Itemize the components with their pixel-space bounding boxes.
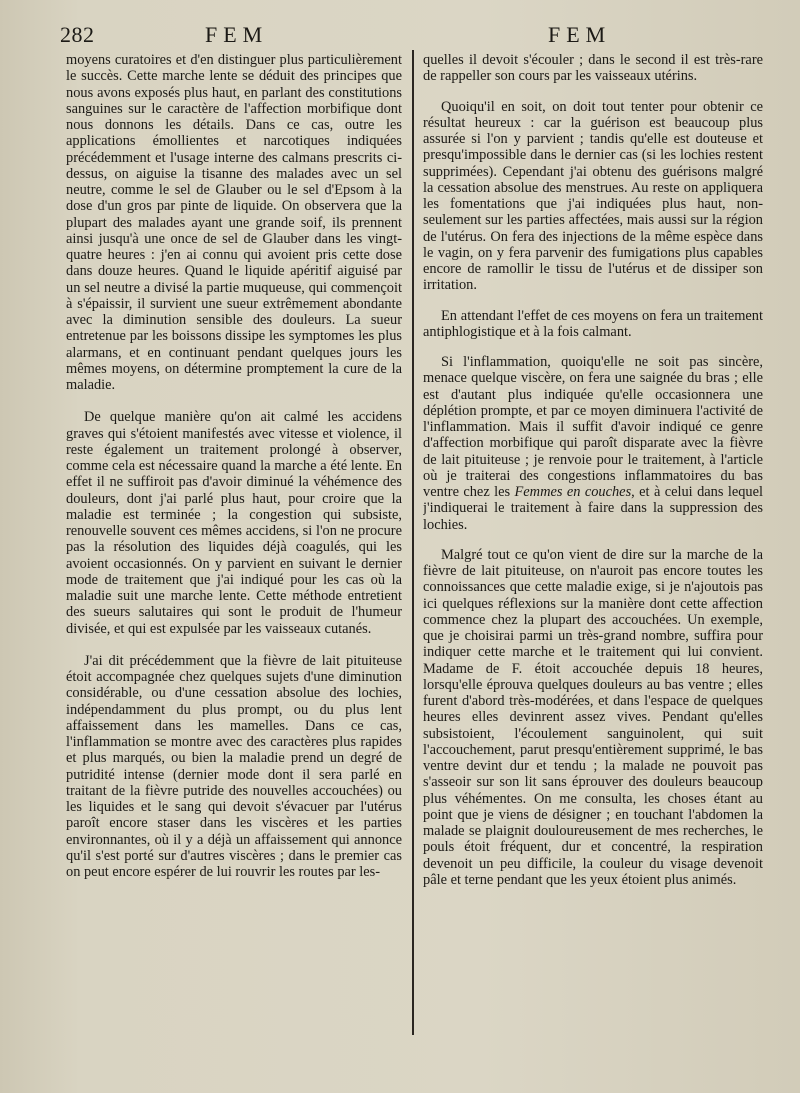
paragraph: quelles il devoit s'écouler ; dans le second il est très-rare de rappeller son cours par les vaisseaux utérins.: [423, 52, 763, 85]
paragraph: [423, 354, 763, 533]
page-number: 282: [60, 22, 95, 47]
italic-term: Femmes en couches: [514, 484, 632, 500]
paragraph-text: , et à celui dans lequel j'indiquerai le traitement à faire dans la suppression des lochies.: [423, 484, 763, 533]
paragraph-text: Si l'inflammation, quoiqu'elle ne soit pas sincère, menace quelque viscère, on fera une saignée du bras ; elle est d'autant plus indiquée qu'elle occasionnera une déplétion prompte, et par ce moyen diminuera l'activité de l'inflammation. Mais il suffit d'avoir indiqué ce genre d'affection morbifique qui paroît disparate avec la fièvre de lait pituiteuse ; je renvoie pour le traitement, à l'article où je traiterai des congestions inflammatoires du bas ventre chez les: [423, 354, 763, 500]
paragraph: En attendant l'effet de ces moyens on fera un traitement antiphlogistique et à la fois calmant.: [423, 307, 763, 340]
right-column: [423, 52, 763, 1042]
paragraph: Malgré tout ce qu'on vient de dire sur la marche de la fièvre de lait pituiteuse, on n'auroit pas encore toutes les connoissances que cette maladie exige, si je n'ajoutois pas ici quelques réflexions sur la manière dont cette affection commence chez la plupart des accouchées. Un exemple, que je choisirai parmi un très-grand nombre, suffira pour indiquer cette marche et le traitement qui lui convient. Madame de F. étoit accouchée depuis 18 heures, lorsqu'elle éprouva quelques douleurs au bas ventre ; elles furent d'abord très-modérées, et dans l'espace de quelques heures elles devinrent assez vives. Pendant qu'elles subsistoient, l'écoulement sanguinolent, qui suit l'accouchement, parut presqu'entièrement supprimé, le bas ventre devint dur et tendu ; la malade ne pouvoit pas s'asseoir sur son lit sans éprouver des douleurs beaucoup plus véhémentes. On me consulta, les choses étant au point que je viens de désigner ; en touchant l'abdomen la malade se plaignit douloureusement de mes recherches, le pouls étoit fréquent, dur et concentré, la respiration devenoit un peu difficile, la couleur du visage devenoit pâle et terne pendant que les yeux étoient plus animés.: [423, 546, 763, 888]
column-divider: [412, 50, 414, 1035]
paragraph: De quelque manière qu'on ait calmé les accidens graves qui s'étoient manifestés avec vitesse et violence, il reste également un traitement prolongé à observer, comme cela est nécessaire quand la marche a été lente. En effet il ne suffiroit pas d'avoir diminué la véhémence des douleurs, dont j'ai parlé plus haut, pour croire que la maladie est terminée ; la congestion qui subsiste, renouvelle souvent ces mêmes accidens, si l'on ne procure pas la résolution des liquides déjà coagulés, qui les avoient occasionnés. On y parvient en suivant le dernier mode de traitement que j'ai indiqué pour les cas où la maladie suit une marche lente. Cette méthode entretient des sueurs salutaires qui sont le produit de l'humeur divisée, et qui est expulsée par les vaisseaux cutanés.: [66, 409, 402, 637]
running-head-right: FEM: [548, 22, 612, 47]
left-column: [66, 52, 402, 1042]
paragraph: Quoiqu'il en soit, on doit tout tenter pour obtenir ce résultat heureux : car la guérison est beaucoup plus assurée si l'on y parvient ; tandis qu'elle est douteuse et presqu'impossible dans le dernier cas (si les lochies restent supprimées). Cependant j'ai obtenu des guérisons malgré la cessation absolue des menstrues. Au reste on appliquera les fomentations que j'ai indiquées plus haut, non-seulement sur les parties affectées, mais aussi sur la région de l'utérus. On fera des injections de la même espèce dans le vagin, on y fera parvenir des fumigations plus capables encore de ramollir le tissu de l'utérus et de dissiper son irritation.: [423, 98, 763, 294]
paragraph: moyens curatoires et d'en distinguer plus particulièrement le succès. Cette marche lente se déduit des principes que nous avons exposés plus haut, en parlant des constitutions sanguines sur le caractère de l'affection morbifique dont nous donnons les détails. Dans ce cas, outre les applications émollientes et narcotiques indiquées précédemment et l'usage interne des calmans prescrits ci-dessus, on aiguise la tisanne des malades avec un sel neutre, comme le sel de Glauber ou le sel d'Epsom à la dose d'un gros par pinte de liquide. On observera que la plupart des malades ayant une grande soif, ils prennent ainsi jusqu'à une once de sel de Glauber dans les vingt-quatre heures : j'en ai connu qui avoient pris cette dose dans douze heures. Quand le liquide apéritif aiguisé par un sel neutre a divisé la partie muqueuse, qui commençoit à s'épaissir, il survient une sueur extrêmement abondante avec la diminution sensible des douleurs. La sueur entretenue par les boissons dissipe les symptomes les plus alarmans, et en continuant pendant quelques jours les mêmes moyens, on détermine promptement la cure de la maladie.: [66, 52, 402, 393]
running-head-left: FEM: [205, 22, 269, 47]
paragraph: J'ai dit précédemment que la fièvre de lait pituiteuse étoit accompagnée chez quelques sujets d'une diminution considérable, ou d'une cessation absolue des lochies, indépendamment du plus prompt, ou du plus lent affaissement dans les mamelles. Dans ce cas, l'inflammation se montre avec des caractères plus rapides et plus marqués, ou bien la maladie prend un degré de putridité intense (dernier mode dont il sera parlé en traitant de la fièvre putride des nouvelles accouchées) ou les liquides et le sang qui devoit s'évacuer par l'utérus paroît encore staser dans les viscères et les parties environnantes, où il y a déjà un affaissement qui annonce qu'il s'est porté sur d'autres viscères ; dans le premier cas on peut encore espérer de lui rouvrir les routes par les-: [66, 652, 402, 880]
running-header: [0, 22, 800, 52]
